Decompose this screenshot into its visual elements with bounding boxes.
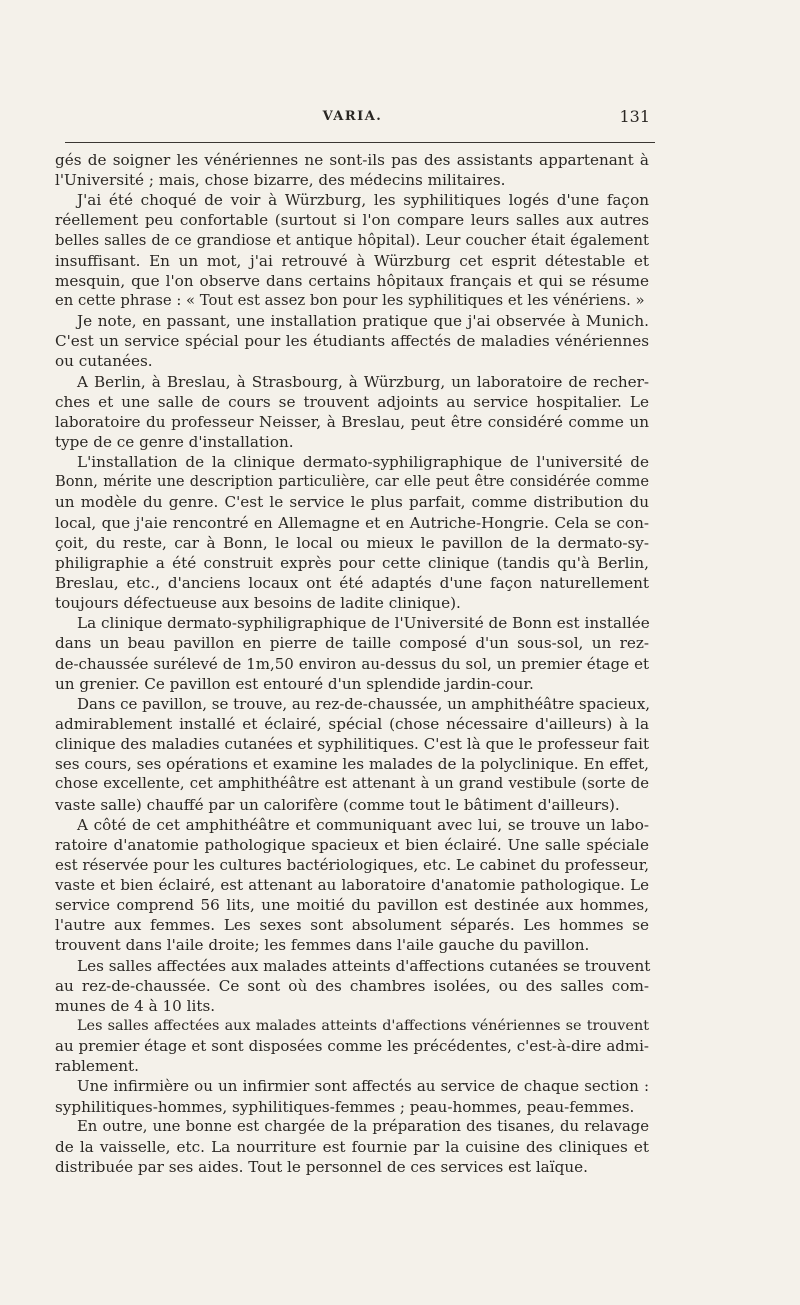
text-line: gés de soigner les vénériennes ne sont-ils pas des assistants appartenant à <box>55 151 649 169</box>
text-line: l'autre aux femmes. Les sexes sont absolument séparés. Les hommes se <box>55 916 649 935</box>
text-line: toujours défectueuse aux besoins de ladite clinique). <box>55 594 461 613</box>
paragraph <box>55 1117 649 1177</box>
paragraph <box>55 190 649 311</box>
text-line: admirablement installé et éclairé, spécial (chose nécessaire d'ailleurs) à la <box>55 714 649 733</box>
text-line: ratoire d'anatomie pathologique spacieux et bien éclairé. Une salle spéciale <box>55 835 649 854</box>
text-line: En outre, une bonne est chargée de la préparation des tisanes, du relavage <box>77 1117 649 1135</box>
text-line: Je note, en passant, une installation pratique que j'ai observée à Munich. <box>77 312 649 331</box>
text-line: chose excellente, cet amphithéâtre est attenant à un grand vestibule (sorte de <box>55 775 649 793</box>
text-line: dans un beau pavillon en pierre de taille composé d'un sous-sol, un rez- <box>55 634 649 653</box>
text-line: L'installation de la clinique dermato-syphiligraphique de l'université de <box>77 453 649 472</box>
page-number: 131 <box>619 107 650 126</box>
text-line: l'Université ; mais, chose bizarre, des médecins militaires. <box>55 171 506 190</box>
text-line: local, que j'aie rencontré en Allemagne et en Autriche-Hongrie. Cela se con- <box>55 513 649 532</box>
paragraph <box>55 1076 649 1116</box>
paragraph <box>55 815 649 956</box>
text-line: La clinique dermato-syphiligraphique de l'Université de Bonn est installée <box>77 614 650 633</box>
body-text <box>55 150 649 1177</box>
text-line: de la vaisselle, etc. La nourriture est fournie par la cuisine des cliniques et <box>55 1137 649 1156</box>
text-line: de-chaussée surélevé de 1m,50 environ au-dessus du sol, un premier étage et <box>55 654 649 673</box>
text-line: Dans ce pavillon, se trouve, au rez-de-chaussée, un amphithéâtre spacieux, <box>77 694 651 713</box>
text-line: distribuée par ses aides. Tout le personnel de ces services est laïque. <box>55 1158 588 1177</box>
paragraph <box>55 372 649 453</box>
paragraph <box>55 956 649 1016</box>
running-head <box>55 105 650 131</box>
text-line: A côté de cet amphithéâtre et communiquant avec lui, se trouve un labo- <box>77 815 649 834</box>
text-line: type de ce genre d'installation. <box>55 432 294 451</box>
text-line: trouvent dans l'aile droite; les femmes dans l'aile gauche du pavillon. <box>55 936 590 955</box>
text-line: au premier étage et sont disposées comme les précédentes, c'est-à-dire admi- <box>55 1037 649 1056</box>
text-line: J'ai été choqué de voir à Würzburg, les syphilitiques logés d'une façon <box>77 191 649 210</box>
text-line: laboratoire du professeur Neisser, à Breslau, peut être considéré comme un <box>55 412 649 431</box>
paragraph <box>55 452 649 613</box>
text-line: Les salles affectées aux malades atteints d'affections cutanées se trouvent <box>77 956 651 975</box>
text-line: syphilitiques-hommes, syphilitiques-femmes ; peau-hommes, peau-femmes. <box>55 1097 635 1116</box>
text-line: philigraphie a été construit exprès pour cette clinique (tandis qu'à Berlin, <box>55 553 649 572</box>
text-line: en cette phrase : « Tout est assez bon pour les syphilitiques et les vénériens. » <box>55 291 645 309</box>
text-line: C'est un service spécial pour les étudiants affectés de maladies vénériennes <box>55 332 649 351</box>
text-line: clinique des maladies cutanées et syphilitiques. C'est là que le professeur fait <box>55 735 649 754</box>
text-line: vaste et bien éclairé, est attenant au laboratoire d'anatomie pathologique. Le <box>55 876 649 895</box>
text-line: Les salles affectées aux malades atteints d'affections vénériennes se trouvent <box>77 1018 649 1035</box>
text-line: insuffisant. En un mot, j'ai retrouvé à Würzburg cet esprit détestable et <box>55 251 649 270</box>
text-line: Une infirmière ou un infirmier sont affectés au service de chaque section : <box>77 1077 649 1096</box>
text-line: A Berlin, à Breslau, à Strasbourg, à Würzburg, un laboratoire de recher- <box>77 372 649 391</box>
text-line: mesquin, que l'on observe dans certains hôpitaux français et qui se résume <box>55 271 649 290</box>
paragraph <box>55 150 649 190</box>
paragraph <box>55 694 649 815</box>
paragraph <box>55 311 649 371</box>
paragraph <box>55 1016 649 1076</box>
text-line: rablement. <box>55 1057 139 1076</box>
text-line: munes de 4 à 10 lits. <box>55 996 216 1015</box>
text-line: Breslau, etc., d'anciens locaux ont été adaptés d'une façon naturellement <box>55 573 649 592</box>
running-title: VARIA. <box>322 109 383 124</box>
text-line: est réservée pour les cultures bactériologiques, etc. Le cabinet du professeur, <box>55 855 650 874</box>
text-line: un modèle du genre. C'est le service le plus parfait, comme distribution du <box>55 493 649 512</box>
text-line: au rez-de-chaussée. Ce sont où des chambres isolées, ou des salles com- <box>55 976 649 995</box>
text-line: ou cutanées. <box>55 352 153 371</box>
text-line: un grenier. Ce pavillon est entouré d'un splendide jardin-cour. <box>55 674 534 693</box>
header-rule <box>65 142 655 143</box>
paragraph <box>55 613 649 694</box>
text-line: réellement peu confortable (surtout si l'on compare leurs salles aux autres <box>55 211 649 230</box>
text-line: ses cours, ses opérations et examine les malades de la polyclinique. En effet, <box>55 755 649 774</box>
text-line: vaste salle) chauffé par un calorifère (comme tout le bâtiment d'ailleurs). <box>55 795 620 814</box>
text-line: çoit, du reste, car à Bonn, le local ou mieux le pavillon de la dermato-sy- <box>55 533 649 552</box>
text-line: belles salles de ce grandiose et antique hôpital). Leur coucher était également <box>55 231 649 249</box>
text-line: ches et une salle de cours se trouvent adjoints au service hospitalier. Le <box>55 392 649 411</box>
text-line: service comprend 56 lits, une moitié du pavillon est destinée aux hommes, <box>55 896 649 915</box>
text-line: Bonn, mérite une description particulière, car elle peut être considérée comme <box>55 473 649 491</box>
